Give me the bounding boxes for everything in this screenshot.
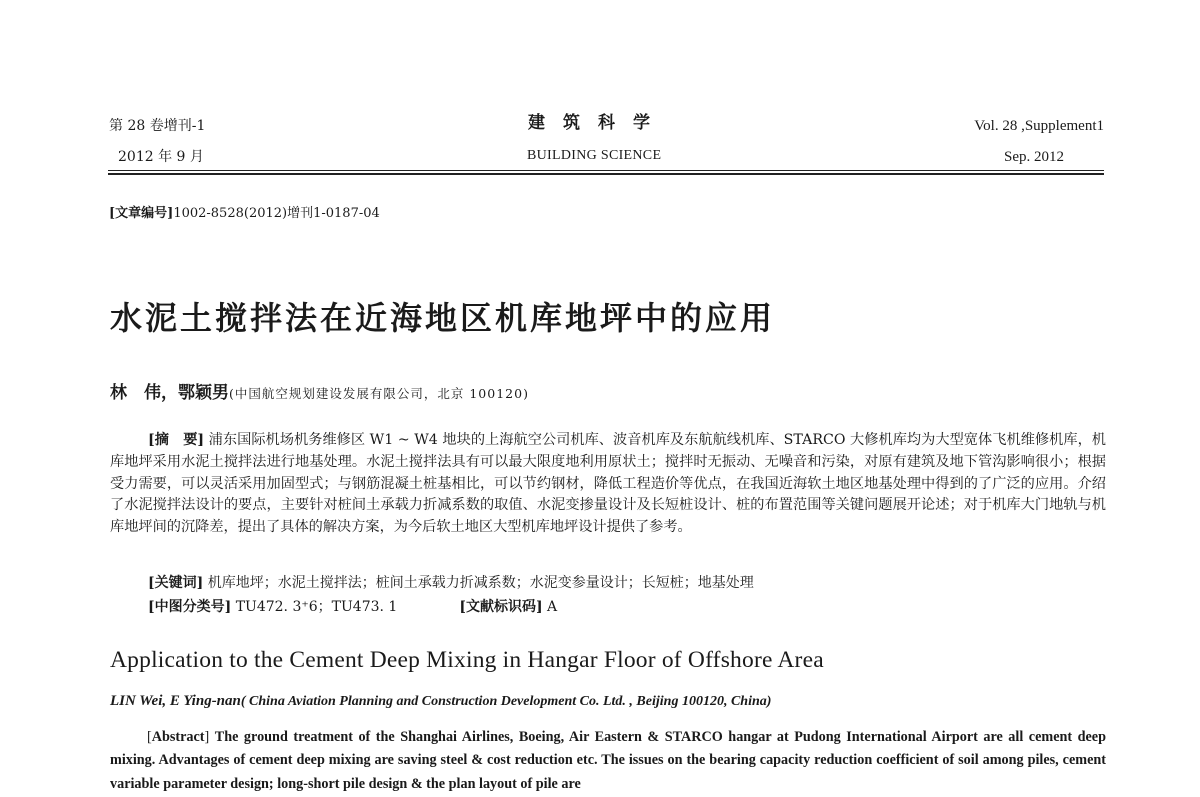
abstract-cn-label: [摘 要] [148, 432, 205, 448]
abstract-cn-text: 浦东国际机场机务维修区 W1 ~ W4 地块的上海航空公司机库、波音机库及东航航线机库、STARCO 大修机库均为大型宽体飞机维修机库，机库地坪采用水泥土搅拌法进行地基处理。水泥土搅拌法具有可以最大限度地利用原状土；搅拌时无振动、无噪音和污染，对原有建筑及地下管沟影响很小；根据受力需要，可以灵活采用加固型式；与钢筋混凝土桩基相比，可以节约钢材，降低工程造价等优点，在我国近海软土地区地基处理中得到的了广泛的应用。介绍了水泥搅拌法设计的要点，主要针对桩间土承载力折减系数的取值、水泥变掺量设计及长短桩设计、桩的布置范围等关键问题展开论述；对于机库大门地轨与机库地坪间的沉降差，提出了具体的解决方案，为今后软土地区大型机库地坪设计提供了参考。 [110, 432, 1106, 536]
header-volume-cn: 第 28 卷增刊-1 [109, 118, 206, 134]
classification-value: TU472. 3⁺6；TU473. 1 [235, 599, 398, 615]
article-number-label: [文章编号] [109, 206, 174, 221]
abstract-en: [Abstract] The ground treatment of the Shanghai Airlines, Boeing, Air Eastern & STARCO hangar at Pudong International Airport are all cement deep mixing. Advantages of cement deep mixing are saving steel & cost reduction etc. The issues on the bearing capacity reduction coefficient of soil among piles, cement variable parameter design; long-short pile design & the plan layout of pile are [110, 729, 1106, 792]
author-names-cn: 林 伟，鄂颖男 [110, 383, 229, 403]
doc-code-label: [文献标识码] [459, 599, 543, 615]
title-cn: 水泥土搅拌法在近海地区机库地坪中的应用 [110, 299, 776, 337]
header-journal-cn: 建筑科学 [528, 113, 668, 133]
keywords-cn [148, 573, 754, 593]
author-names-en: LIN Wei, E Ying-nan [110, 693, 241, 709]
keywords-cn-text: 机库地坪；水泥土搅拌法；桩间土承载力折减系数；水泥变参量设计；长短桩；地基处理 [207, 575, 754, 591]
article-number-value: 1002-8528(2012)增刊1-0187-04 [173, 206, 380, 221]
abstract-en-text: The ground treatment of the Shanghai Airlines, Boeing, Air Eastern & STARCO hangar at Pudong International Airport are all cement deep mixing. Advantages of cement deep mixing are saving steel & cost reduction etc. The issues on the bearing capacity reduction coefficient of soil among piles, cement variable parameter design; long-short pile design & the plan layout of pile are [110, 729, 1106, 792]
abstract-en-label: Abstract [151, 729, 205, 745]
author-affiliation-cn: (中国航空规划建设发展有限公司，北京 100120) [229, 386, 529, 401]
doc-code-value: A [547, 599, 558, 615]
header-date-cn: 2012 年 9 月 [118, 149, 204, 165]
keywords-cn-label: [关键词] [148, 575, 204, 591]
header-rule-thin [108, 170, 1104, 171]
authors-en [110, 690, 771, 713]
header-journal-en: BUILDING SCIENCE [527, 148, 662, 163]
title-en: Application to the Cement Deep Mixing in Hangar Floor of Offshore Area [110, 647, 824, 673]
classification [148, 597, 557, 617]
header-volume-en: Vol. 28 ,Supplement1 [974, 118, 1104, 134]
header-date-en: Sep. 2012 [1004, 149, 1064, 165]
classification-label: [中图分类号] [148, 599, 232, 615]
author-affiliation-en: ( China Aviation Planning and Construction Development Co. Ltd. , Beijing 100120, China) [240, 694, 772, 709]
abstract-cn [110, 430, 1106, 539]
article-number [109, 205, 380, 223]
header-rule-thick [108, 173, 1104, 175]
authors-cn [110, 381, 529, 406]
